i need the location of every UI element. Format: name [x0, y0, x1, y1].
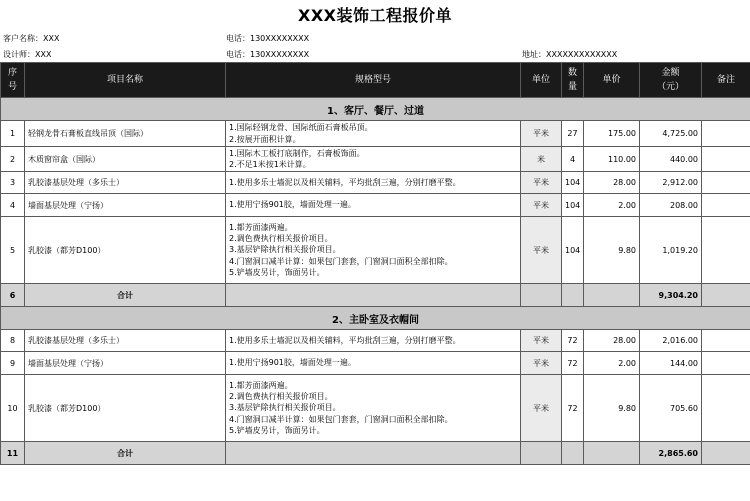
row-name: 乳胶漆（都芳D100）: [25, 217, 226, 284]
header-qty: 数量: [562, 63, 584, 98]
row-qty: 72: [562, 330, 584, 352]
row-spec: [226, 352, 521, 375]
row-no: 4: [1, 194, 25, 217]
header-unit: 单位: [521, 63, 562, 98]
table-row: [1, 330, 750, 352]
row-note: [702, 352, 750, 375]
row-name: 乳胶漆基层处理（多乐士）: [25, 172, 226, 194]
row-no: 1: [1, 121, 25, 147]
table-row: [1, 194, 750, 217]
row-unit: 平米: [521, 121, 562, 147]
row-unit: 米: [521, 147, 562, 172]
row-qty: 72: [562, 375, 584, 442]
table-row: [1, 375, 750, 442]
spec-line: 1.都芳面漆两遍。: [229, 222, 293, 232]
spec-line: 5.铲墙皮另计，饰面另计。: [229, 425, 325, 435]
spec-line: 1.国际木工板打底制作，石膏板饰面。: [229, 148, 365, 158]
row-name: 乳胶漆（都芳D100）: [25, 375, 226, 442]
header-no: 序号: [1, 63, 25, 98]
row-no: 2: [1, 147, 25, 172]
row-name: 木质窗帘盒（国际）: [25, 147, 226, 172]
spec-line: 1.都芳面漆两遍。: [229, 380, 293, 390]
row-no: 10: [1, 375, 25, 442]
row-amount: 144.00: [640, 352, 702, 375]
section-title: 2、主卧室及衣帽间: [1, 307, 750, 330]
row-no: 3: [1, 172, 25, 194]
total-row: [1, 284, 750, 307]
row-unit: 平米: [521, 352, 562, 375]
row-note: [702, 147, 750, 172]
total-amount: 9,304.20: [640, 284, 702, 307]
spec-line: 1.使用宁扬901胶，墙面处理一遍。: [229, 358, 356, 368]
row-price: 9.80: [584, 375, 640, 442]
table-row: [1, 121, 750, 147]
row-price: 9.80: [584, 217, 640, 284]
spec-line: 2.不足1米按1米计算。: [229, 160, 311, 169]
quote-table: [0, 62, 750, 465]
spec-line: 1.使用多乐士墙泥以及相关辅料，平均批刮三遍，分别打磨平整。: [229, 335, 461, 345]
row-amount: 705.60: [640, 375, 702, 442]
row-qty: 4: [562, 147, 584, 172]
row-price: 28.00: [584, 330, 640, 352]
header-note: 备注: [702, 63, 750, 98]
row-qty: 72: [562, 352, 584, 375]
header-amount: 金额 （元）: [640, 63, 702, 98]
table-row: [1, 147, 750, 172]
spec-line: 2.按展开面积计算。: [229, 134, 301, 144]
total-amount: 2,865.60: [640, 442, 702, 465]
header-spec: 规格型号: [226, 63, 521, 98]
row-no: 9: [1, 352, 25, 375]
row-amount: 440.00: [640, 147, 702, 172]
designer-phone: 电话：130XXXXXXXX: [226, 50, 310, 59]
row-amount: 208.00: [640, 194, 702, 217]
spec-line: 3.基层铲除执行相关报价项目。: [229, 403, 341, 413]
spec-line: 1.国际轻钢龙骨、国际纸面石膏板吊顶。: [229, 123, 373, 133]
row-amount: 2,912.00: [640, 172, 702, 194]
spec-line: 4.门窗洞口减半计算：如果包门套套，门窗洞口面积全部扣除。: [229, 256, 453, 266]
row-spec: [226, 217, 521, 284]
row-amount: 4,725.00: [640, 121, 702, 147]
row-unit: 平米: [521, 217, 562, 284]
client-name: 客户名称：XXX: [3, 34, 60, 43]
row-spec: [226, 375, 521, 442]
header-name: 项目名称: [25, 63, 226, 98]
row-price: 28.00: [584, 172, 640, 194]
row-spec: [226, 147, 521, 172]
row-unit: 平米: [521, 194, 562, 217]
row-unit: 平米: [521, 330, 562, 352]
spec-line: 1.使用宁扬901胶，墙面处理一遍。: [229, 200, 356, 210]
row-qty: 27: [562, 121, 584, 147]
row-amount: 2,016.00: [640, 330, 702, 352]
row-note: [702, 330, 750, 352]
row-amount: 1,019.20: [640, 217, 702, 284]
header-price: 单价: [584, 63, 640, 98]
row-qty: 104: [562, 194, 584, 217]
row-note: [702, 121, 750, 147]
row-price: 110.00: [584, 147, 640, 172]
row-spec: [226, 172, 521, 194]
row-price: 2.00: [584, 352, 640, 375]
client-phone: 电话：130XXXXXXXX: [226, 34, 310, 43]
row-unit: 平米: [521, 375, 562, 442]
total-row: [1, 442, 750, 465]
row-unit: 平米: [521, 172, 562, 194]
spec-line: 2.调色费执行相关报价项目。: [229, 234, 333, 244]
total-no: 11: [1, 442, 25, 465]
row-name: 墙面基层处理（宁扬）: [25, 352, 226, 375]
row-spec: [226, 330, 521, 352]
table-row: [1, 217, 750, 284]
spec-line: 2.调色费执行相关报价项目。: [229, 392, 333, 402]
row-note: [702, 375, 750, 442]
spec-line: 5.铲墙皮另计，饰面另计。: [229, 267, 325, 277]
row-no: 8: [1, 330, 25, 352]
page-title: XXX装饰工程报价单: [297, 6, 452, 25]
row-name: 墙面基层处理（宁扬）: [25, 194, 226, 217]
row-name: 轻钢龙骨石膏板直线吊顶（国际）: [25, 121, 226, 147]
address: 地址：XXXXXXXXXXXXX: [522, 50, 618, 59]
row-spec: [226, 121, 521, 147]
spec-line: 1.使用多乐士墙泥以及相关辅料，平均批刮三遍，分别打磨平整。: [229, 177, 461, 187]
spec-line: 4.门窗洞口减半计算：如果包门套套，门窗洞口面积全部扣除。: [229, 414, 453, 424]
row-note: [702, 217, 750, 284]
designer-name: 设计师：XXX: [3, 50, 52, 59]
spec-line: 3.基层铲除执行相关报价项目。: [229, 245, 341, 255]
row-qty: 104: [562, 217, 584, 284]
row-price: 2.00: [584, 194, 640, 217]
total-label: 合计: [25, 284, 226, 307]
row-name: 乳胶漆基层处理（多乐士）: [25, 330, 226, 352]
row-qty: 104: [562, 172, 584, 194]
table-row: [1, 352, 750, 375]
total-no: 6: [1, 284, 25, 307]
total-label: 合计: [25, 442, 226, 465]
section-title: 1、客厅、餐厅、过道: [1, 98, 750, 121]
row-note: [702, 172, 750, 194]
table-row: [1, 172, 750, 194]
row-price: 175.00: [584, 121, 640, 147]
row-no: 5: [1, 217, 25, 284]
row-spec: [226, 194, 521, 217]
row-note: [702, 194, 750, 217]
